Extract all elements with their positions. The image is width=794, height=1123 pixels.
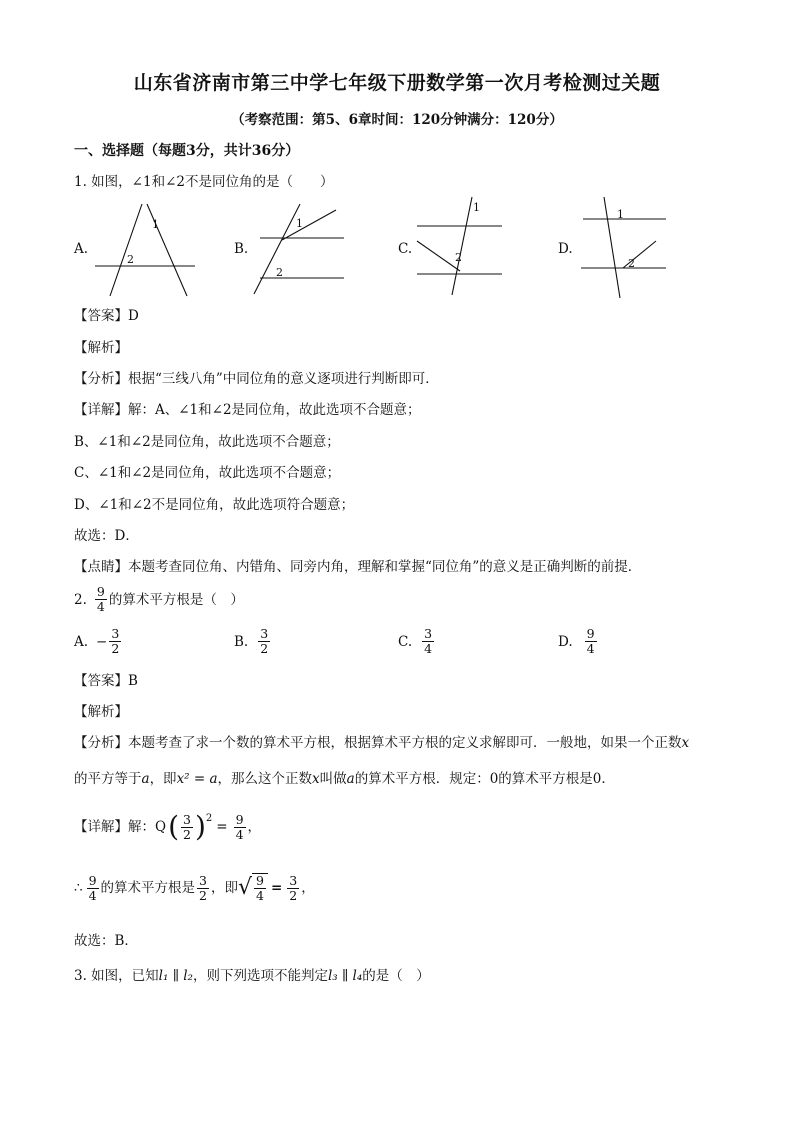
angle-1-label: 1 — [152, 218, 159, 231]
q2-option-d: D. $\frac{9}{4}$ — [558, 626, 595, 656]
q2-fraction: $\frac{9}{4}$ — [96, 584, 105, 614]
q2-stem-tail: 的算术平方根是（ ） — [108, 591, 244, 608]
angle-2-label: 2 — [628, 257, 635, 270]
q1-detail-b: B、∠1和∠2是同位角，故此选项不合题意； — [74, 434, 340, 450]
q1-fenxi: 【分析】根据“三线八角”中同位角的意义逐项进行判断即可． — [74, 371, 439, 387]
q1-stem: 1. 如图，∠1和∠2不是同位角的是（ ） — [74, 174, 334, 190]
q2-fenxi-line1: 【分析】本题考查了求一个数的算术平方根，根据算术平方根的定义求解即可．一般地，如果一个正数x — [74, 735, 690, 751]
exam-scope: （考察范围：第5、6章时间：120分钟满分：120分） — [231, 112, 563, 128]
q1-dianjing: 【点睛】本题考查同位角、内错角、同旁内角，理解和掌握“同位角”的意义是正确判断的前提． — [74, 559, 642, 575]
q3-stem: 3. 如图，已知l₁ ∥ l₂，则下列选项不能判定l₃ ∥ l₄的是（ ） — [74, 968, 430, 984]
q2-stem — [74, 585, 244, 614]
q1-figure-d — [578, 195, 673, 300]
q1-option-c-label: C. — [398, 241, 413, 257]
q1-option-b-label: B. — [234, 241, 249, 257]
section-heading: 一、选择题（每题3分，共计36分） — [74, 143, 300, 159]
q2-answer: 【答案】B — [74, 673, 138, 689]
q2-option-b: B. $\frac{3}{2}$ — [234, 626, 269, 656]
q2-number: 2. — [74, 591, 87, 608]
q1-option-a-label: A. — [74, 241, 89, 257]
angle-1-label: 1 — [617, 208, 624, 221]
q2-option-c: C. $\frac{3}{4}$ — [398, 626, 433, 656]
angle-2-label: 2 — [276, 266, 283, 279]
q1-figure-c — [412, 195, 512, 300]
q1-detail-c: C、∠1和∠2是同位角，故此选项不合题意； — [74, 465, 341, 481]
angle-1-label: 1 — [473, 201, 480, 214]
page-title: 山东省济南市第三中学七年级下册数学第一次月考检测过关题 — [133, 72, 661, 94]
q1-detail-d: D、∠1和∠2不是同位角，故此选项符合题意； — [74, 497, 355, 513]
angle-1-label: 1 — [296, 217, 303, 230]
q1-analysis-heading: 【解析】 — [74, 340, 128, 356]
angle-2-label: 2 — [455, 251, 462, 264]
q1-detail-a: 【详解】解：A、∠1和∠2是同位角，故此选项不合题意； — [74, 402, 421, 418]
q1-figure-a — [90, 200, 200, 300]
q1-option-d-label: D. — [558, 241, 573, 257]
q2-conclusion: 故选：B． — [74, 933, 138, 949]
q2-detail-line: 【详解】解： Q ( $\frac{3}{2}$ ) 2 = $\frac{9}{4}$ ， — [74, 810, 262, 843]
q1-answer: 【答案】D — [74, 308, 139, 324]
q2-analysis-heading: 【解析】 — [74, 704, 128, 720]
sqrt-icon: √ — [238, 875, 253, 900]
q2-detail-line2: ∴ $\frac{9}{4}$ 的算术平方根是 $\frac{3}{2}$ ，即 √ $\frac{9}{4}$ = $\frac{3}{2}$ ， — [74, 872, 315, 903]
q2-option-a: A. − $\frac{3}{2}$ — [74, 626, 120, 656]
q2-fenxi-line2: 的平方等于a，即x² = a，那么这个正数x叫做a的算术平方根．规定：0的算术平方根是0． — [74, 771, 615, 787]
angle-2-label: 2 — [127, 253, 134, 266]
q1-conclusion: 故选：D． — [74, 528, 139, 544]
q1-figure-b — [252, 200, 352, 300]
